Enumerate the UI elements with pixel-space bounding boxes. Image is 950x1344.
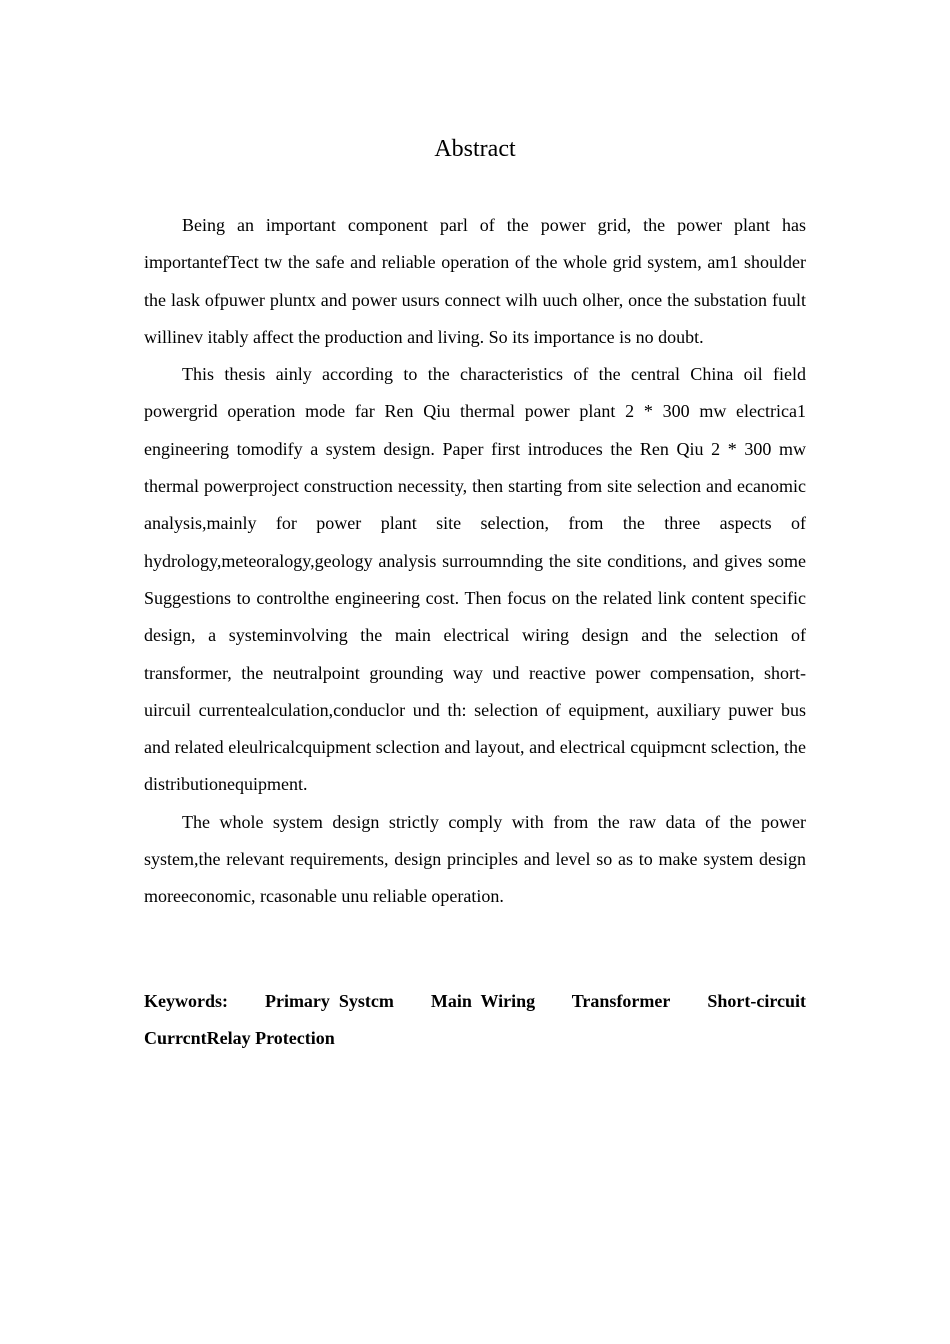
keyword-term: Short-circuit CurrcntRelay Protection	[144, 991, 807, 1049]
keyword-term: Primary Systcm	[264, 991, 394, 1011]
abstract-paragraph-1: Being an important component parl of the power grid, the power plant has importantefTect tw the safe and reliable operation of the whole grid system, am1 shoulder the lask ofpuwer pluntx and power usurs connect wilh uuch olher, once the substation fuult willinev itably affect the production and living. So its importance is no doubt.	[144, 215, 806, 347]
keywords-line	[144, 983, 806, 1058]
abstract-body	[144, 207, 806, 916]
keyword-term: Main Wiring	[430, 991, 536, 1011]
keyword-term: Transformer	[571, 991, 671, 1011]
abstract-title: Abstract	[434, 136, 516, 162]
abstract-paragraph-2: This thesis ainly according to the characteristics of the central China oil field powergrid operation mode far Ren Qiu thermal power plant 2 * 300 mw electrica1 engineering tomodify a system design. Paper first introduces the Ren Qiu 2 * 300 mw thermal powerproject construction necessity, then starting from site selection and ecanomic analysis,mainly for power plant site selection, from the three aspects of hydrology,meteoralogy,geology analysis surroumnding the site conditions, and gives some Suggestions to controlthe engineering cost. Then focus on the related link content specific design, a systeminvolving the main electrical wiring design and the selection of transformer, the neutralpoint grounding way und reactive power compensation, short-uircuil currentealculation,conduclor und th: selection of equipment, auxiliary puwer bus and related eleulricalcquipment sclection and layout, and electrical cquipmcnt sclection, the distributionequipment.	[144, 364, 806, 795]
keywords-label: Keywords:	[144, 991, 228, 1011]
abstract-paragraph-3: The whole system design strictly comply with from the raw data of the power system,the relevant requirements, design principles and level so as to make system design moreeconomic, rcasonable unu reliable operation.	[144, 811, 806, 907]
